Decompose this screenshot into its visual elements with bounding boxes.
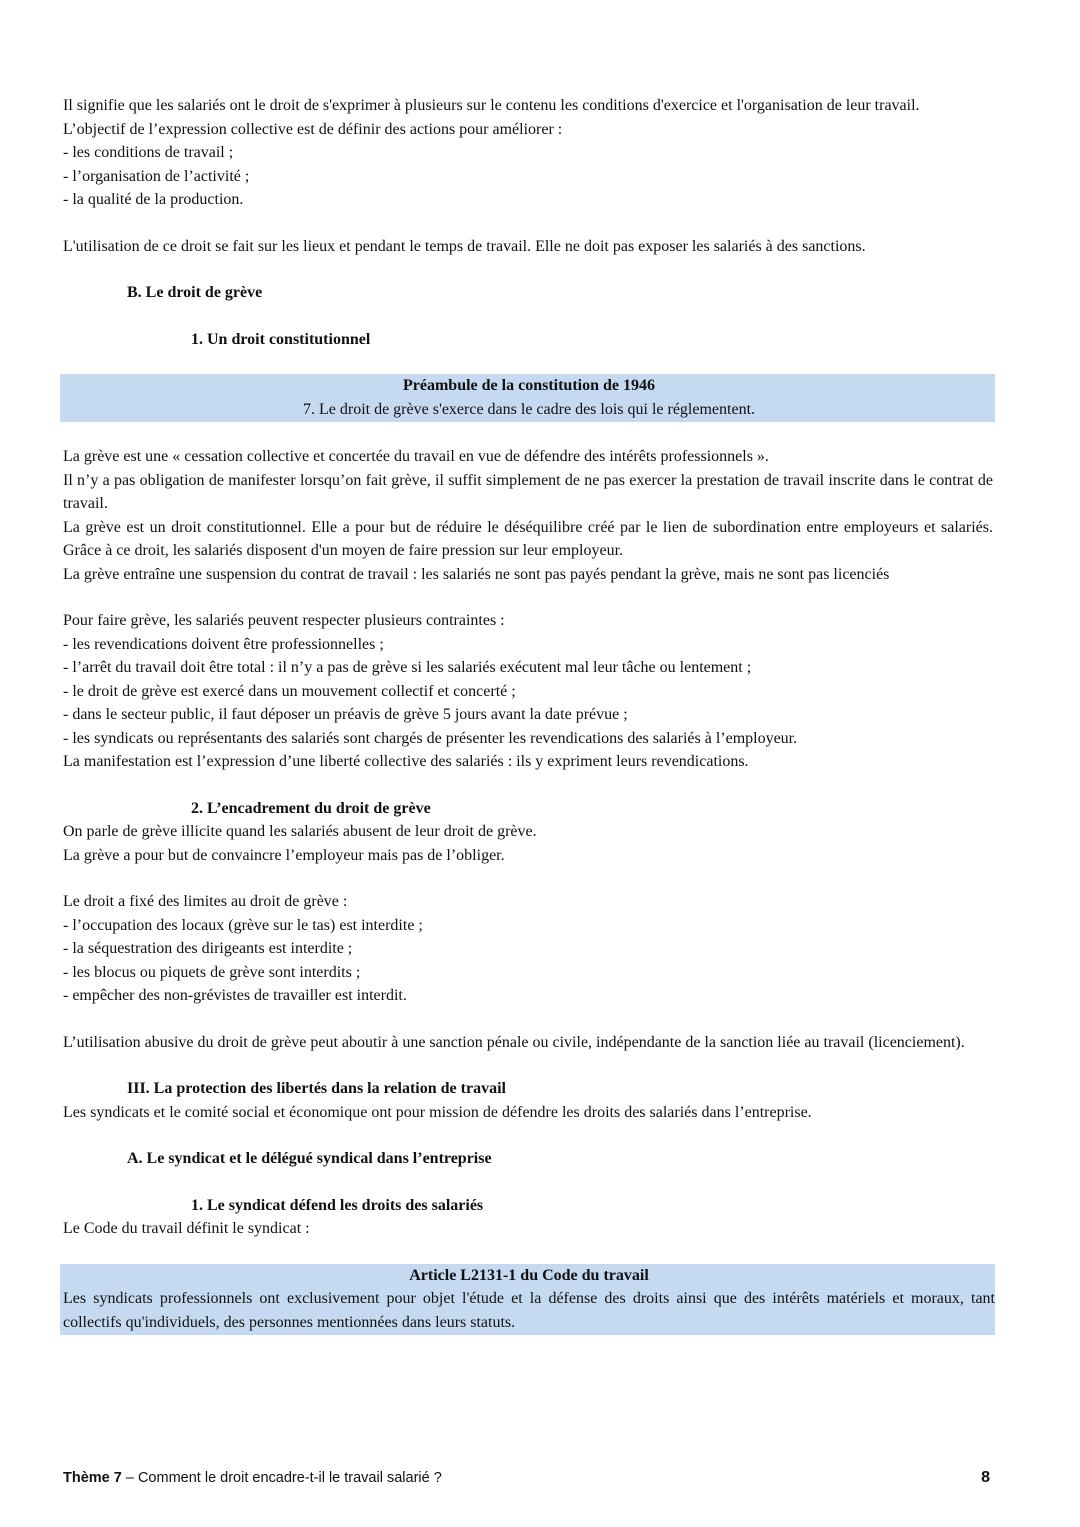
list-item: - les blocus ou piquets de grève sont interdits ; (63, 963, 361, 981)
paragraph: La manifestation est l’expression d’une liberté collective des salariés : ils y expriment leurs revendications. (63, 753, 749, 770)
paragraph: Le droit a fixé des limites au droit de grève : (63, 893, 348, 910)
quote-text: Les syndicats professionnels ont exclusivement pour objet l'étude et la défense des droits ainsi que des intérêts matériels et moraux, tant collectifs qu'individuels, des personnes mentionnées dans leurs statuts. (63, 1290, 995, 1331)
section-heading: A. Le syndicat et le délégué syndical dans l’entreprise (127, 1150, 492, 1167)
quote-title: Article L2131-1 du Code du travail (409, 1266, 649, 1284)
section-heading: B. Le droit de grève (127, 284, 263, 301)
footer-theme: Thème 7 (63, 1470, 122, 1486)
subsection-heading: 1. Le syndicat défend les droits des salariés (191, 1196, 484, 1214)
paragraph: Il n’y a pas obligation de manifester lorsqu’on fait grève, il suffit simplement de ne pas exercer la prestation de travail inscrite dans le contrat de travail. (63, 471, 993, 512)
paragraph: L’utilisation abusive du droit de grève peut aboutir à une sanction pénale ou civile, indépendante de la sanction liée au travail (licenciement). (63, 1033, 965, 1051)
page-footer (63, 1469, 990, 1487)
paragraph: On parle de grève illicite quand les salariés abusent de leur droit de grève. (63, 823, 537, 840)
quote-title: Préambule de la constitution de 1946 (403, 377, 655, 394)
paragraph: Les syndicats et le comité social et économique ont pour mission de défendre les droits des salariés dans l’entreprise. (63, 1103, 812, 1121)
list-item: - l’occupation des locaux (grève sur le tas) est interdite ; (63, 916, 423, 934)
list-item: - l’arrêt du travail doit être total : il n’y a pas de grève si les salariés exécutent mal leur tâche ou lentement ; (63, 659, 752, 676)
subsection-heading: 2. L’encadrement du droit de grève (191, 799, 431, 817)
list-item: - la séquestration des dirigeants est interdite ; (63, 940, 353, 957)
legal-quote-box (60, 1264, 995, 1336)
paragraph: Pour faire grève, les salariés peuvent respecter plusieurs contraintes : (63, 612, 505, 629)
legal-quote-box (60, 374, 995, 422)
paragraph: L'utilisation de ce droit se fait sur les lieux et pendant le temps de travail. Elle ne doit pas exposer les salariés à des sanctions. (63, 237, 866, 255)
paragraph: La grève est un droit constitutionnel. Elle a pour but de réduire le déséquilibre créé par le lien de subordination entre employeurs et salariés. Grâce à ce droit, les salariés disposent d'un moyen de faire pression sur leur employeur. (63, 518, 993, 559)
paragraph: L’objectif de l’expression collective est de définir des actions pour améliorer : (63, 120, 563, 138)
quote-text: 7. Le droit de grève s'exerce dans le cadre des lois qui le réglementent. (302, 400, 756, 418)
paragraph: La grève a pour but de convaincre l’employeur mais pas de l’obliger. (63, 846, 505, 864)
list-item: - la qualité de la production. (63, 191, 244, 208)
list-item: - empêcher des non-grévistes de travailler est interdit. (63, 987, 407, 1004)
footer-title (63, 1470, 442, 1486)
list-item: - les conditions de travail ; (63, 144, 234, 161)
list-item: - le droit de grève est exercé dans un mouvement collectif et concerté ; (63, 682, 516, 700)
paragraph: La grève entraîne une suspension du contrat de travail : les salariés ne sont pas payés pendant la grève, mais ne sont pas licenciés (63, 565, 890, 583)
footer-subtitle: – Comment le droit encadre-t-il le travail salarié ? (121, 1470, 442, 1486)
page-number: 8 (981, 1469, 990, 1486)
subsection-heading: 1. Un droit constitutionnel (191, 330, 371, 348)
list-item: - dans le secteur public, il faut déposer un préavis de grève 5 jours avant la date prévue ; (63, 706, 628, 723)
paragraph: Le Code du travail définit le syndicat : (63, 1220, 310, 1237)
page-content (63, 94, 993, 1335)
list-item: - l’organisation de l’activité ; (63, 167, 250, 185)
paragraph: Il signifie que les salariés ont le droit de s'exprimer à plusieurs sur le contenu les conditions d'exercice et l'organisation de leur travail. (63, 97, 920, 114)
list-item: - les revendications doivent être professionnelles ; (63, 635, 384, 653)
paragraph: La grève est une « cessation collective et concertée du travail en vue de défendre des intérêts professionnels ». (63, 448, 769, 465)
section-heading: III. La protection des libertés dans la relation de travail (127, 1080, 506, 1097)
list-item: - les syndicats ou représentants des salariés sont chargés de présenter les revendications des salariés à l’employeur. (63, 729, 798, 747)
